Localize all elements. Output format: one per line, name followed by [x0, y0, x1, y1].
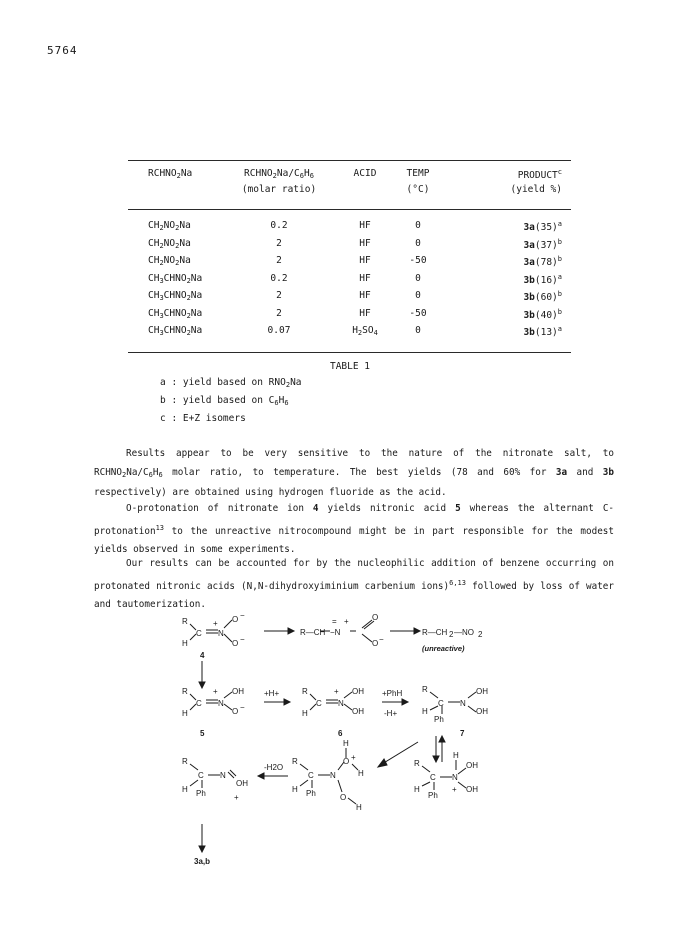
- cell-product: $3b(16)^a$: [523, 272, 562, 286]
- svg-text:C: C: [308, 771, 314, 780]
- svg-text:−: −: [240, 703, 245, 712]
- svg-text:2: 2: [449, 630, 454, 639]
- svg-text:H: H: [182, 785, 188, 794]
- svg-text:OH: OH: [352, 707, 364, 716]
- cell-temp: 0: [415, 290, 421, 301]
- cell-product: $3b(13)^a$: [523, 325, 562, 338]
- label-compound-5: 5: [200, 729, 205, 738]
- cell-ratio: 2: [276, 307, 282, 319]
- cell-ratio: 0.07: [267, 325, 291, 336]
- svg-text:N: N: [330, 771, 336, 780]
- svg-text:+: +: [351, 753, 356, 762]
- cell-ratio: 2: [276, 290, 282, 301]
- header-ratio-unit: (molar ratio): [241, 184, 317, 195]
- svg-text:O: O: [232, 639, 239, 648]
- svg-text:+: +: [213, 619, 218, 628]
- svg-text:R: R: [182, 617, 188, 626]
- svg-text:R: R: [414, 759, 420, 768]
- cell-ratio: 2: [276, 255, 282, 266]
- cell-product: $3b(60)^b$: [523, 290, 562, 303]
- cell-acid: HF: [359, 307, 371, 319]
- table-top-rule: [128, 160, 571, 161]
- svg-text:H: H: [414, 785, 420, 794]
- cell-salt: $CH_3CHNO_2Na$: [148, 307, 203, 320]
- svg-text:H: H: [182, 709, 188, 718]
- compound-7-structure: [430, 692, 476, 714]
- cell-ratio: 2: [276, 237, 282, 249]
- svg-text:H: H: [356, 803, 362, 812]
- header-product-label: PRODUCT: [517, 170, 558, 181]
- svg-text:−: −: [379, 635, 384, 644]
- cell-salt: $CH_3CHNO_2Na$: [148, 325, 203, 337]
- header-temp-unit: (°C): [406, 184, 430, 195]
- cell-ratio: 0.2: [270, 272, 288, 284]
- svg-text:+: +: [213, 687, 218, 696]
- footnote-b: b : yield based on $C_6H_6$: [160, 395, 289, 407]
- svg-text:OH: OH: [352, 687, 364, 696]
- svg-text:O: O: [340, 793, 347, 802]
- page-number: 5764: [47, 44, 78, 57]
- svg-text:R: R: [182, 757, 188, 766]
- table-bottom-rule: [128, 352, 571, 353]
- header-product-sup: c: [557, 168, 562, 176]
- header-product-unit: (yield %): [510, 184, 562, 195]
- svg-text:−: −: [240, 635, 245, 644]
- cell-temp: 0: [415, 237, 421, 249]
- cell-product: $3a(78)^b$: [523, 255, 562, 268]
- label-compound-3ab: 3a,b: [194, 857, 211, 866]
- cell-temp: -50: [409, 307, 427, 319]
- reagent-minus-water: -H2O: [264, 763, 284, 772]
- header-temp: TEMP: [406, 168, 430, 179]
- cell-product: $3a(37)^b$: [523, 237, 562, 251]
- svg-text:−: −: [240, 611, 245, 620]
- svg-text:−N: −N: [330, 628, 341, 637]
- header-ratio: $RCHNO_2Na/C_6H_6$: [244, 168, 314, 180]
- cell-salt: $CH_3CHNO_2Na$: [148, 272, 203, 285]
- compound-oxime-structure: [190, 764, 236, 788]
- paragraph-protonation: O-protonation of nitronate ion 4 yields nitronic acid 5 whereas the alternant C-protonation$^{13}$ to the unreactive nitrocompound might be in part responsible for the modest yields observed in some experiments.: [94, 503, 615, 555]
- svg-text:H: H: [422, 707, 428, 716]
- svg-text:H: H: [453, 751, 459, 760]
- table-header-rule: [128, 209, 571, 210]
- svg-text:O: O: [232, 615, 239, 624]
- label-compound-4: 4: [200, 651, 205, 660]
- svg-text:Ph: Ph: [428, 791, 438, 800]
- reagent-h-plus: +H+: [264, 689, 280, 698]
- svg-text:N: N: [460, 699, 466, 708]
- cell-temp: 0: [415, 325, 421, 336]
- svg-text:+: +: [234, 793, 239, 802]
- footnote-c: c : E+Z isomers: [160, 413, 246, 424]
- svg-text:2: 2: [478, 630, 483, 639]
- svg-text:N: N: [218, 629, 224, 638]
- svg-text:R—CH: R—CH: [422, 628, 448, 637]
- svg-text:R: R: [292, 757, 298, 766]
- header-salt: $RCHNO_2Na$: [148, 168, 193, 180]
- svg-text:R: R: [422, 685, 428, 694]
- compound-diol-structure: [422, 760, 466, 790]
- svg-text:R: R: [302, 687, 308, 696]
- svg-text:O: O: [372, 639, 379, 648]
- svg-text:+: +: [452, 785, 457, 794]
- svg-text:N: N: [452, 773, 458, 782]
- svg-text:=: =: [332, 617, 337, 626]
- svg-text:+: +: [334, 687, 339, 696]
- svg-text:—NO: —NO: [454, 628, 474, 637]
- cell-ratio: 0.2: [270, 220, 288, 231]
- cell-salt: $CH_3CHNO_2Na$: [148, 290, 203, 302]
- cell-acid: HF: [359, 290, 371, 301]
- reagent-minus-h: -H+: [384, 709, 398, 718]
- svg-text:C: C: [196, 629, 202, 638]
- svg-text:N: N: [218, 699, 224, 708]
- cell-acid: $H_2SO_4$: [352, 325, 378, 337]
- svg-text:O: O: [343, 757, 350, 766]
- svg-text:Ph: Ph: [196, 789, 206, 798]
- cell-salt: $CH_2NO_2Na$: [148, 255, 191, 267]
- cell-acid: HF: [359, 255, 371, 266]
- cell-product: $3a(35)^a$: [523, 220, 562, 233]
- svg-text:H: H: [182, 639, 188, 648]
- table-caption: TABLE 1: [329, 361, 371, 372]
- svg-text:OH: OH: [476, 707, 488, 716]
- svg-text:H: H: [343, 739, 349, 748]
- svg-text:R: R: [182, 687, 188, 696]
- svg-text:OH: OH: [476, 687, 488, 696]
- svg-text:N: N: [338, 699, 344, 708]
- cell-temp: 0: [415, 272, 421, 284]
- cell-temp: 0: [415, 220, 421, 231]
- svg-text:N: N: [220, 771, 226, 780]
- cell-acid: HF: [359, 220, 371, 231]
- svg-text:C: C: [198, 771, 204, 780]
- svg-text:C: C: [430, 773, 436, 782]
- svg-text:OH: OH: [466, 785, 478, 794]
- svg-text:OH: OH: [236, 779, 248, 788]
- svg-text:C: C: [196, 699, 202, 708]
- svg-text:O: O: [232, 707, 239, 716]
- svg-text:Ph: Ph: [434, 715, 444, 724]
- svg-text:C: C: [316, 699, 322, 708]
- svg-text:C: C: [438, 699, 444, 708]
- cell-temp: -50: [409, 255, 427, 266]
- svg-text:H: H: [302, 709, 308, 718]
- paragraph-mechanism: Our results can be accounted for by the nucleophilic addition of benzene occurring on protonated nitronic acids (N,N-dihydroxyiminium carbenium ions)$^{6,13}$ followed by loss of water and tautomerization.: [94, 558, 615, 610]
- header-product: [486, 168, 562, 181]
- cell-acid: HF: [359, 237, 371, 249]
- cell-salt: $CH_2NO_2Na$: [148, 237, 191, 250]
- label-unreactive: (unreactive): [422, 644, 465, 653]
- label-compound-6: 6: [338, 729, 343, 738]
- svg-text:+: +: [344, 617, 349, 626]
- cell-acid: HF: [359, 272, 371, 284]
- svg-text:H: H: [292, 785, 298, 794]
- paragraph-results: Results appear to be very sensitive to the nature of the nitronate salt, to $RCHNO_2Na/C_6H_6$ molar ratio, to temperature. The best yields (78 and 60% for 3a and 3b respectively) are obtained using hydrogen fluoride as the acid.: [94, 448, 614, 498]
- header-acid: ACID: [353, 168, 377, 179]
- svg-text:H: H: [358, 769, 364, 778]
- svg-text:O: O: [372, 613, 379, 622]
- cell-product: $3b(40)^b$: [523, 307, 562, 321]
- cell-salt: $CH_2NO_2Na$: [148, 220, 191, 232]
- svg-text:Ph: Ph: [306, 789, 316, 798]
- reaction-scheme: [160, 606, 560, 876]
- svg-text:OH: OH: [466, 761, 478, 770]
- reagent-phh: +PhH: [382, 689, 403, 698]
- svg-text:OH: OH: [232, 687, 244, 696]
- svg-text:R—CH: R—CH: [300, 628, 326, 637]
- label-compound-7: 7: [460, 729, 465, 738]
- footnote-a: a : yield based on $RNO_2Na$: [160, 377, 302, 389]
